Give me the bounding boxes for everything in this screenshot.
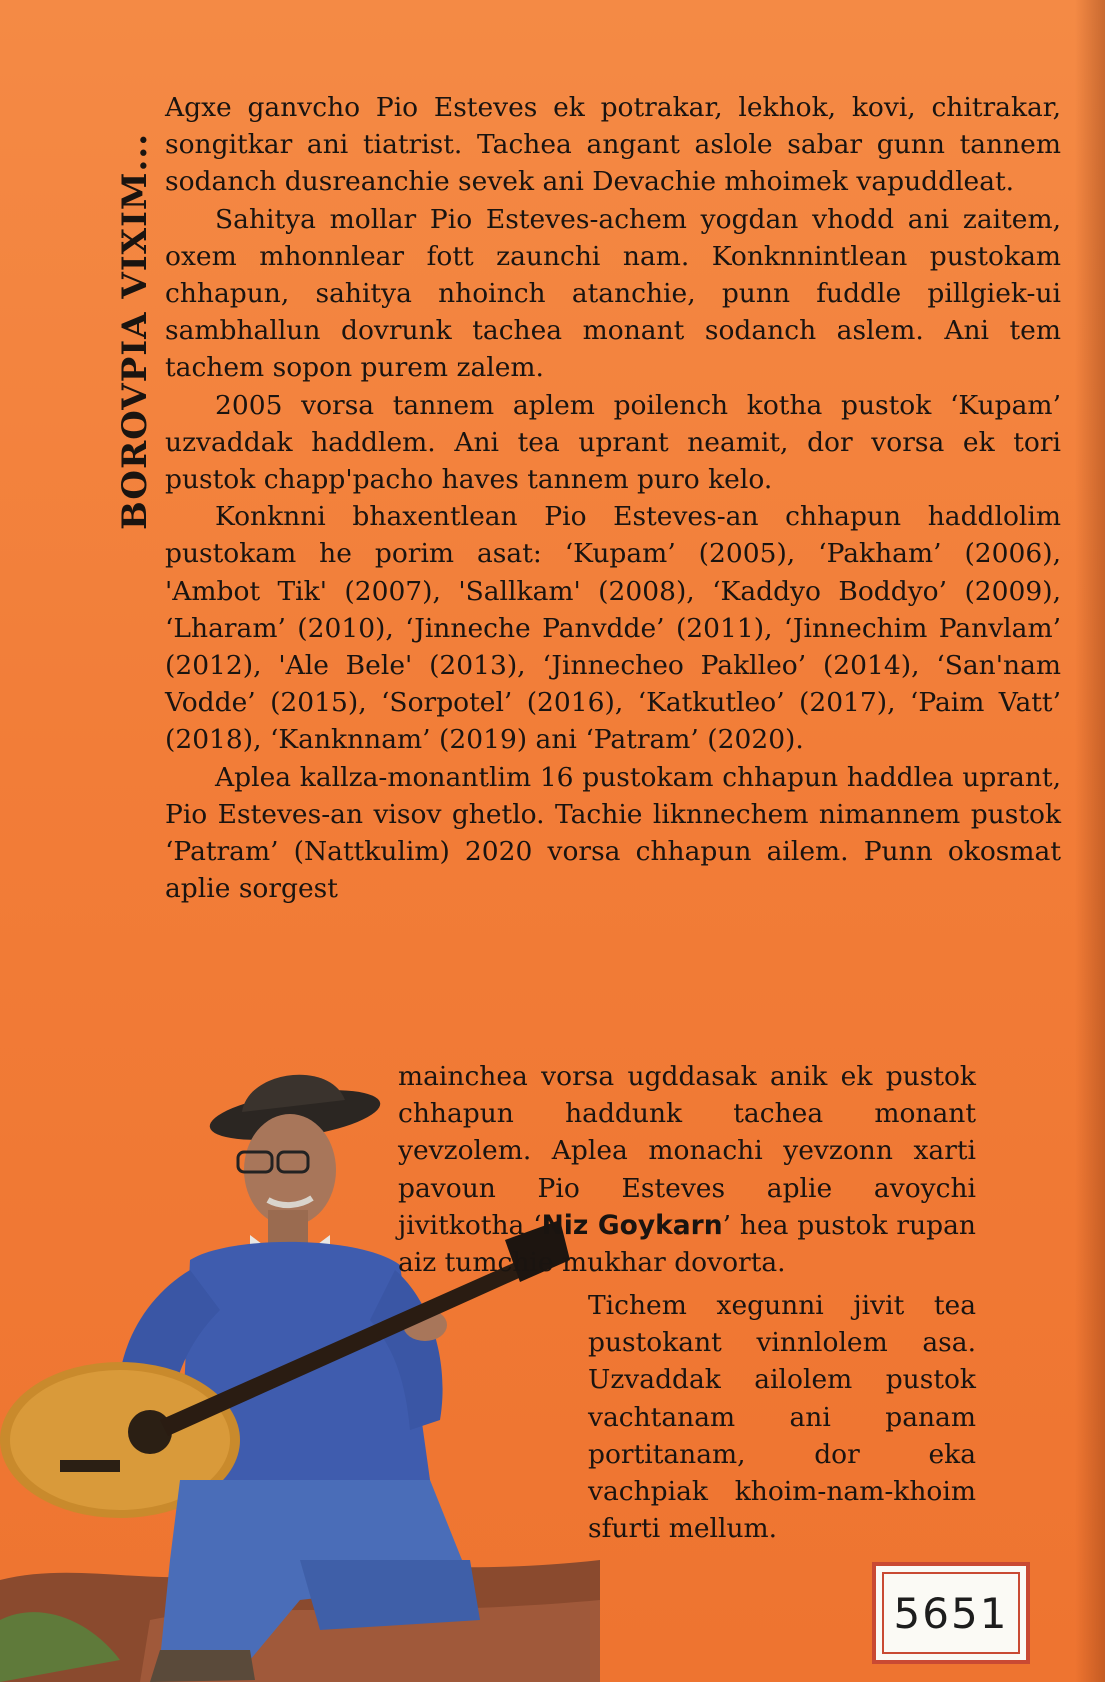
main-text-block — [165, 89, 1061, 907]
side-text-block-2 — [588, 1287, 976, 1547]
paragraph-2: Sahitya mollar Pio Esteves-achem yogdan vhodd ani zaitem, oxem mhonnlear fott zaunchi nam. Konknnintlean pustokam chhapun, sahitya nhoinch atanchie, punn fuddle pillgiek-ui sambhallun dovrunk tachea monant sodanch aslem. Ani tem tachem sopon purem zalem. — [165, 203, 1061, 384]
book-title: Niz Goykarn — [541, 1209, 723, 1241]
paragraph-4: Konknni bhaxentlean Pio Esteves-an chhapun haddlolim pustokam he porim asat: ‘Kupam’ (2005), ‘Pakham’ (2006), 'Ambot Tik' (2007), 'Sallkam' (2008), ‘Kaddyo Boddyo’ (2009), ‘Lharam’ (2010), ‘Jinneche Panvdde’ (2011), ‘Jinnechim Panvlam’ (2012), 'Ale Bele' (2013), ‘Jinnecheo Paklleo’ (2014), ‘San'nam Vodde’ (2015), ‘Sorpotel’ (2016), ‘Katkutleo’ (2017), ‘Paim Vatt’ (2018), ‘Kanknnam’ (2019) ani ‘Patram’ (2020). — [165, 501, 1061, 756]
paragraph-3: 2005 vorsa tannem aplem poilench kotha pustok ‘Kupam’ uzvaddak haddlem. Ani tea uprant neamit, dor vorsa ek tori pustok chapp'pacho haves tannem puro kelo. — [165, 389, 1061, 496]
paragraph-final: Tichem xegunni jivit tea pustokant vinnlolem asa. Uzvaddak ailolem pustok vachtanam ani panam portitanam, dor eka vachpiak khoim-nam-khoim sfurti mellum. — [588, 1290, 976, 1545]
continued-text-end: ’ hea pustok rupan aiz tumchie mukhar dovorta. — [398, 1209, 976, 1279]
paragraph-5: Aplea kallza-monantlim 16 pustokam chhapun haddlea uprant, Pio Esteves-an visov ghetlo. Tachie liknnechem nimannem pustok ‘Patram’ (Nattkulim) 2020 vorsa chhapun ailem. Punn okosmat aplie sorgest — [165, 761, 1061, 905]
paragraph-continued — [398, 1058, 976, 1281]
paragraph-1: Agxe ganvcho Pio Esteves ek potrakar, lekhok, kovi, chitrakar, songitkar ani tiatrist. Tachea angant aslole sabar gunn tannem sodanch dusreanchie sevek ani Devachie mhoimek vapuddleat. — [165, 92, 1061, 198]
library-stamp — [872, 1562, 1030, 1664]
side-text-block-1 — [398, 1058, 976, 1281]
stamp-number: 5651 — [882, 1572, 1020, 1654]
continued-text: mainchea vorsa ugddasak anik ek pustok chhapun haddunk tachea monant yevzolem. Aplea monachi yevzonn xarti pavoun Pio Esteves aplie avoychi jivitkotha ‘ — [398, 1061, 976, 1241]
vertical-heading: BOROVPIA VIXIM... — [115, 132, 155, 530]
